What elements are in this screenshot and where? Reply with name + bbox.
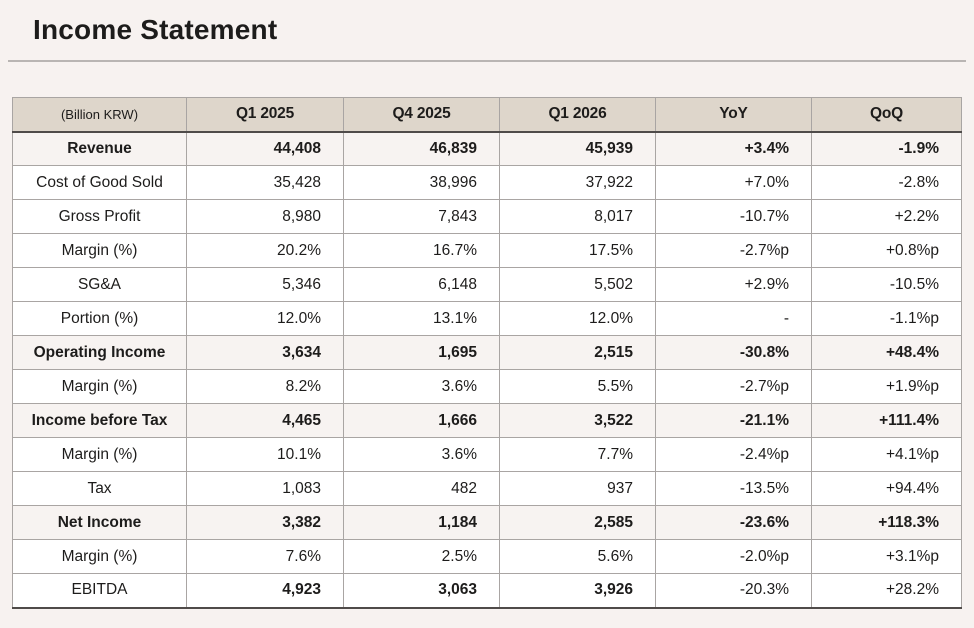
table-cell: +3.4% [656, 132, 812, 166]
table-cell: 46,839 [344, 132, 500, 166]
table-row [13, 506, 962, 540]
table-cell: +2.9% [656, 268, 812, 302]
table-cell: -2.4%p [656, 438, 812, 472]
row-label: EBITDA [13, 574, 187, 608]
column-header: Q1 2025 [187, 98, 344, 132]
table-row [13, 438, 962, 472]
row-label: Operating Income [13, 336, 187, 370]
table-cell: 12.0% [500, 302, 656, 336]
table-cell: 5.5% [500, 370, 656, 404]
income-table-body [13, 132, 962, 608]
table-cell: -10.5% [812, 268, 962, 302]
table-cell: 3.6% [344, 370, 500, 404]
table-cell: +0.8%p [812, 234, 962, 268]
table-cell: +2.2% [812, 200, 962, 234]
row-label: Net Income [13, 506, 187, 540]
table-row [13, 234, 962, 268]
table-row [13, 370, 962, 404]
table-cell: -1.1%p [812, 302, 962, 336]
table-cell: 7.7% [500, 438, 656, 472]
table-cell: +7.0% [656, 166, 812, 200]
table-row [13, 302, 962, 336]
column-header: QoQ [812, 98, 962, 132]
table-cell: -10.7% [656, 200, 812, 234]
table-cell: -13.5% [656, 472, 812, 506]
table-cell: 12.0% [187, 302, 344, 336]
table-cell: 6,148 [344, 268, 500, 302]
row-label: SG&A [13, 268, 187, 302]
table-cell: 3,634 [187, 336, 344, 370]
table-cell: 1,666 [344, 404, 500, 438]
table-cell: 4,465 [187, 404, 344, 438]
row-label: Income before Tax [13, 404, 187, 438]
table-header-row [13, 98, 962, 132]
table-cell: +118.3% [812, 506, 962, 540]
table-cell: +48.4% [812, 336, 962, 370]
table-cell: +1.9%p [812, 370, 962, 404]
table-cell: 10.1% [187, 438, 344, 472]
table-cell: 5,502 [500, 268, 656, 302]
table-cell: 35,428 [187, 166, 344, 200]
row-label: Gross Profit [13, 200, 187, 234]
title-divider [8, 60, 966, 62]
table-cell: 482 [344, 472, 500, 506]
column-header: Q1 2026 [500, 98, 656, 132]
table-cell: 38,996 [344, 166, 500, 200]
table-row [13, 472, 962, 506]
table-cell: 5,346 [187, 268, 344, 302]
table-cell: +4.1%p [812, 438, 962, 472]
table-cell: 16.7% [344, 234, 500, 268]
row-label: Revenue [13, 132, 187, 166]
row-label: Margin (%) [13, 234, 187, 268]
column-header: YoY [656, 98, 812, 132]
table-cell: -30.8% [656, 336, 812, 370]
table-cell: 37,922 [500, 166, 656, 200]
table-row [13, 574, 962, 608]
row-label: Cost of Good Sold [13, 166, 187, 200]
table-cell: -23.6% [656, 506, 812, 540]
table-cell: 44,408 [187, 132, 344, 166]
table-cell: -21.1% [656, 404, 812, 438]
table-cell: 3,522 [500, 404, 656, 438]
unit-label: (Billion KRW) [13, 98, 187, 132]
row-label: Tax [13, 472, 187, 506]
table-cell: +28.2% [812, 574, 962, 608]
table-row [13, 132, 962, 166]
table-row [13, 268, 962, 302]
table-cell: -20.3% [656, 574, 812, 608]
table-cell: 8.2% [187, 370, 344, 404]
table-cell: 3.6% [344, 438, 500, 472]
table-cell: 4,923 [187, 574, 344, 608]
row-label: Margin (%) [13, 438, 187, 472]
table-cell: 2.5% [344, 540, 500, 574]
table-cell: 3,063 [344, 574, 500, 608]
table-cell: - [656, 302, 812, 336]
table-row [13, 540, 962, 574]
table-cell: 1,695 [344, 336, 500, 370]
page [0, 14, 974, 628]
income-statement-table [12, 97, 962, 609]
table-cell: 2,585 [500, 506, 656, 540]
table-cell: -1.9% [812, 132, 962, 166]
table-cell: -2.8% [812, 166, 962, 200]
table-row [13, 336, 962, 370]
page-title: Income Statement [33, 14, 278, 45]
table-row [13, 404, 962, 438]
column-header: Q4 2025 [344, 98, 500, 132]
table-cell: 937 [500, 472, 656, 506]
table-row [13, 200, 962, 234]
table-cell: -2.7%p [656, 370, 812, 404]
table-cell: 20.2% [187, 234, 344, 268]
table-cell: 17.5% [500, 234, 656, 268]
row-label: Portion (%) [13, 302, 187, 336]
table-cell: 3,382 [187, 506, 344, 540]
table-cell: 1,184 [344, 506, 500, 540]
table-cell: 45,939 [500, 132, 656, 166]
table-cell: 7.6% [187, 540, 344, 574]
table-cell: 1,083 [187, 472, 344, 506]
table-cell: 8,017 [500, 200, 656, 234]
table-cell: 13.1% [344, 302, 500, 336]
table-cell: +111.4% [812, 404, 962, 438]
table-cell: 2,515 [500, 336, 656, 370]
table-cell: +3.1%p [812, 540, 962, 574]
row-label: Margin (%) [13, 370, 187, 404]
table-cell: 3,926 [500, 574, 656, 608]
table-cell: -2.7%p [656, 234, 812, 268]
table-cell: +94.4% [812, 472, 962, 506]
table-cell: 5.6% [500, 540, 656, 574]
table-cell: 7,843 [344, 200, 500, 234]
table-row [13, 166, 962, 200]
row-label: Margin (%) [13, 540, 187, 574]
table-cell: 8,980 [187, 200, 344, 234]
table-cell: -2.0%p [656, 540, 812, 574]
